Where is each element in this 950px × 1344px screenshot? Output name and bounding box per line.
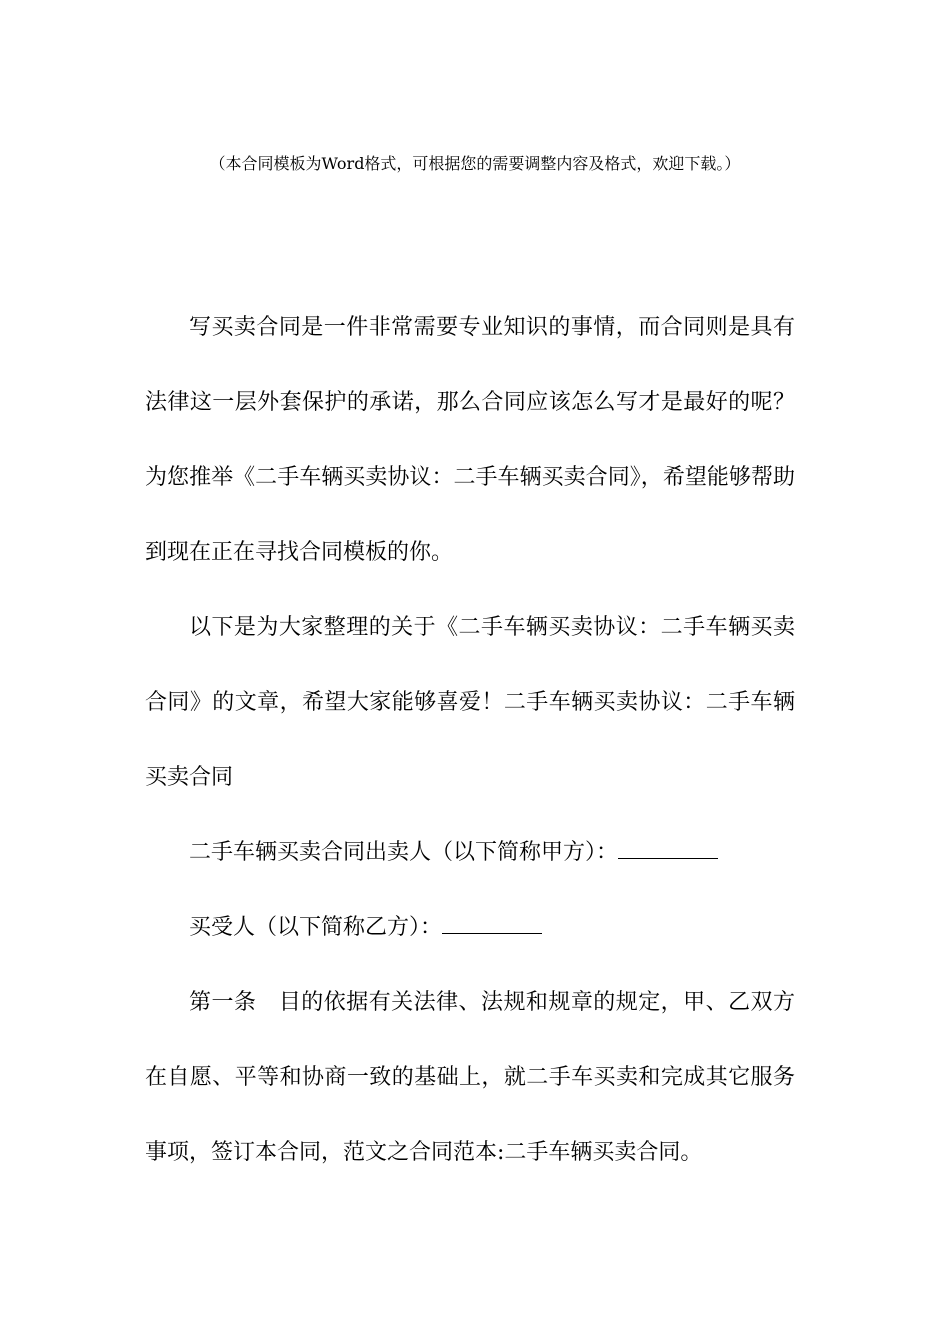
seller-label: 二手车辆买卖合同出卖人（以下简称甲方）：: [189, 840, 619, 865]
intro-paragraph: 写买卖合同是一件非常需要专业知识的事情，而合同则是具有法律这一层外套保护的承诺，那么合同应该怎么写才是最好的呢？为您推举《二手车辆买卖协议：二手车辆买卖合同》，希望能够帮助到现在正在寻找合同模板的你。: [145, 315, 795, 565]
template-format-note: （本合同模板为Word格式，可根据您的需要调整内容及格式，欢迎下载。）: [209, 154, 741, 173]
seller-blank-field[interactable]: [618, 836, 718, 859]
article-one-paragraph: 第一条 目的依据有关法律、法规和规章的规定，甲、乙双方在自愿、平等和协商一致的基础上，就二手车买卖和完成其它服务事项，签订本合同，范文之合同范本:二手车辆买卖合同。: [145, 990, 795, 1165]
buyer-line: [145, 890, 795, 965]
contract-body: [145, 290, 795, 1190]
article-intro-paragraph: 以下是为大家整理的关于《二手车辆买卖协议：二手车辆买卖合同》的文章，希望大家能够喜爱！二手车辆买卖协议：二手车辆买卖合同: [145, 615, 795, 790]
buyer-blank-field[interactable]: [442, 911, 542, 934]
buyer-label: 买受人（以下简称乙方）：: [189, 915, 443, 940]
seller-line: [145, 815, 795, 890]
